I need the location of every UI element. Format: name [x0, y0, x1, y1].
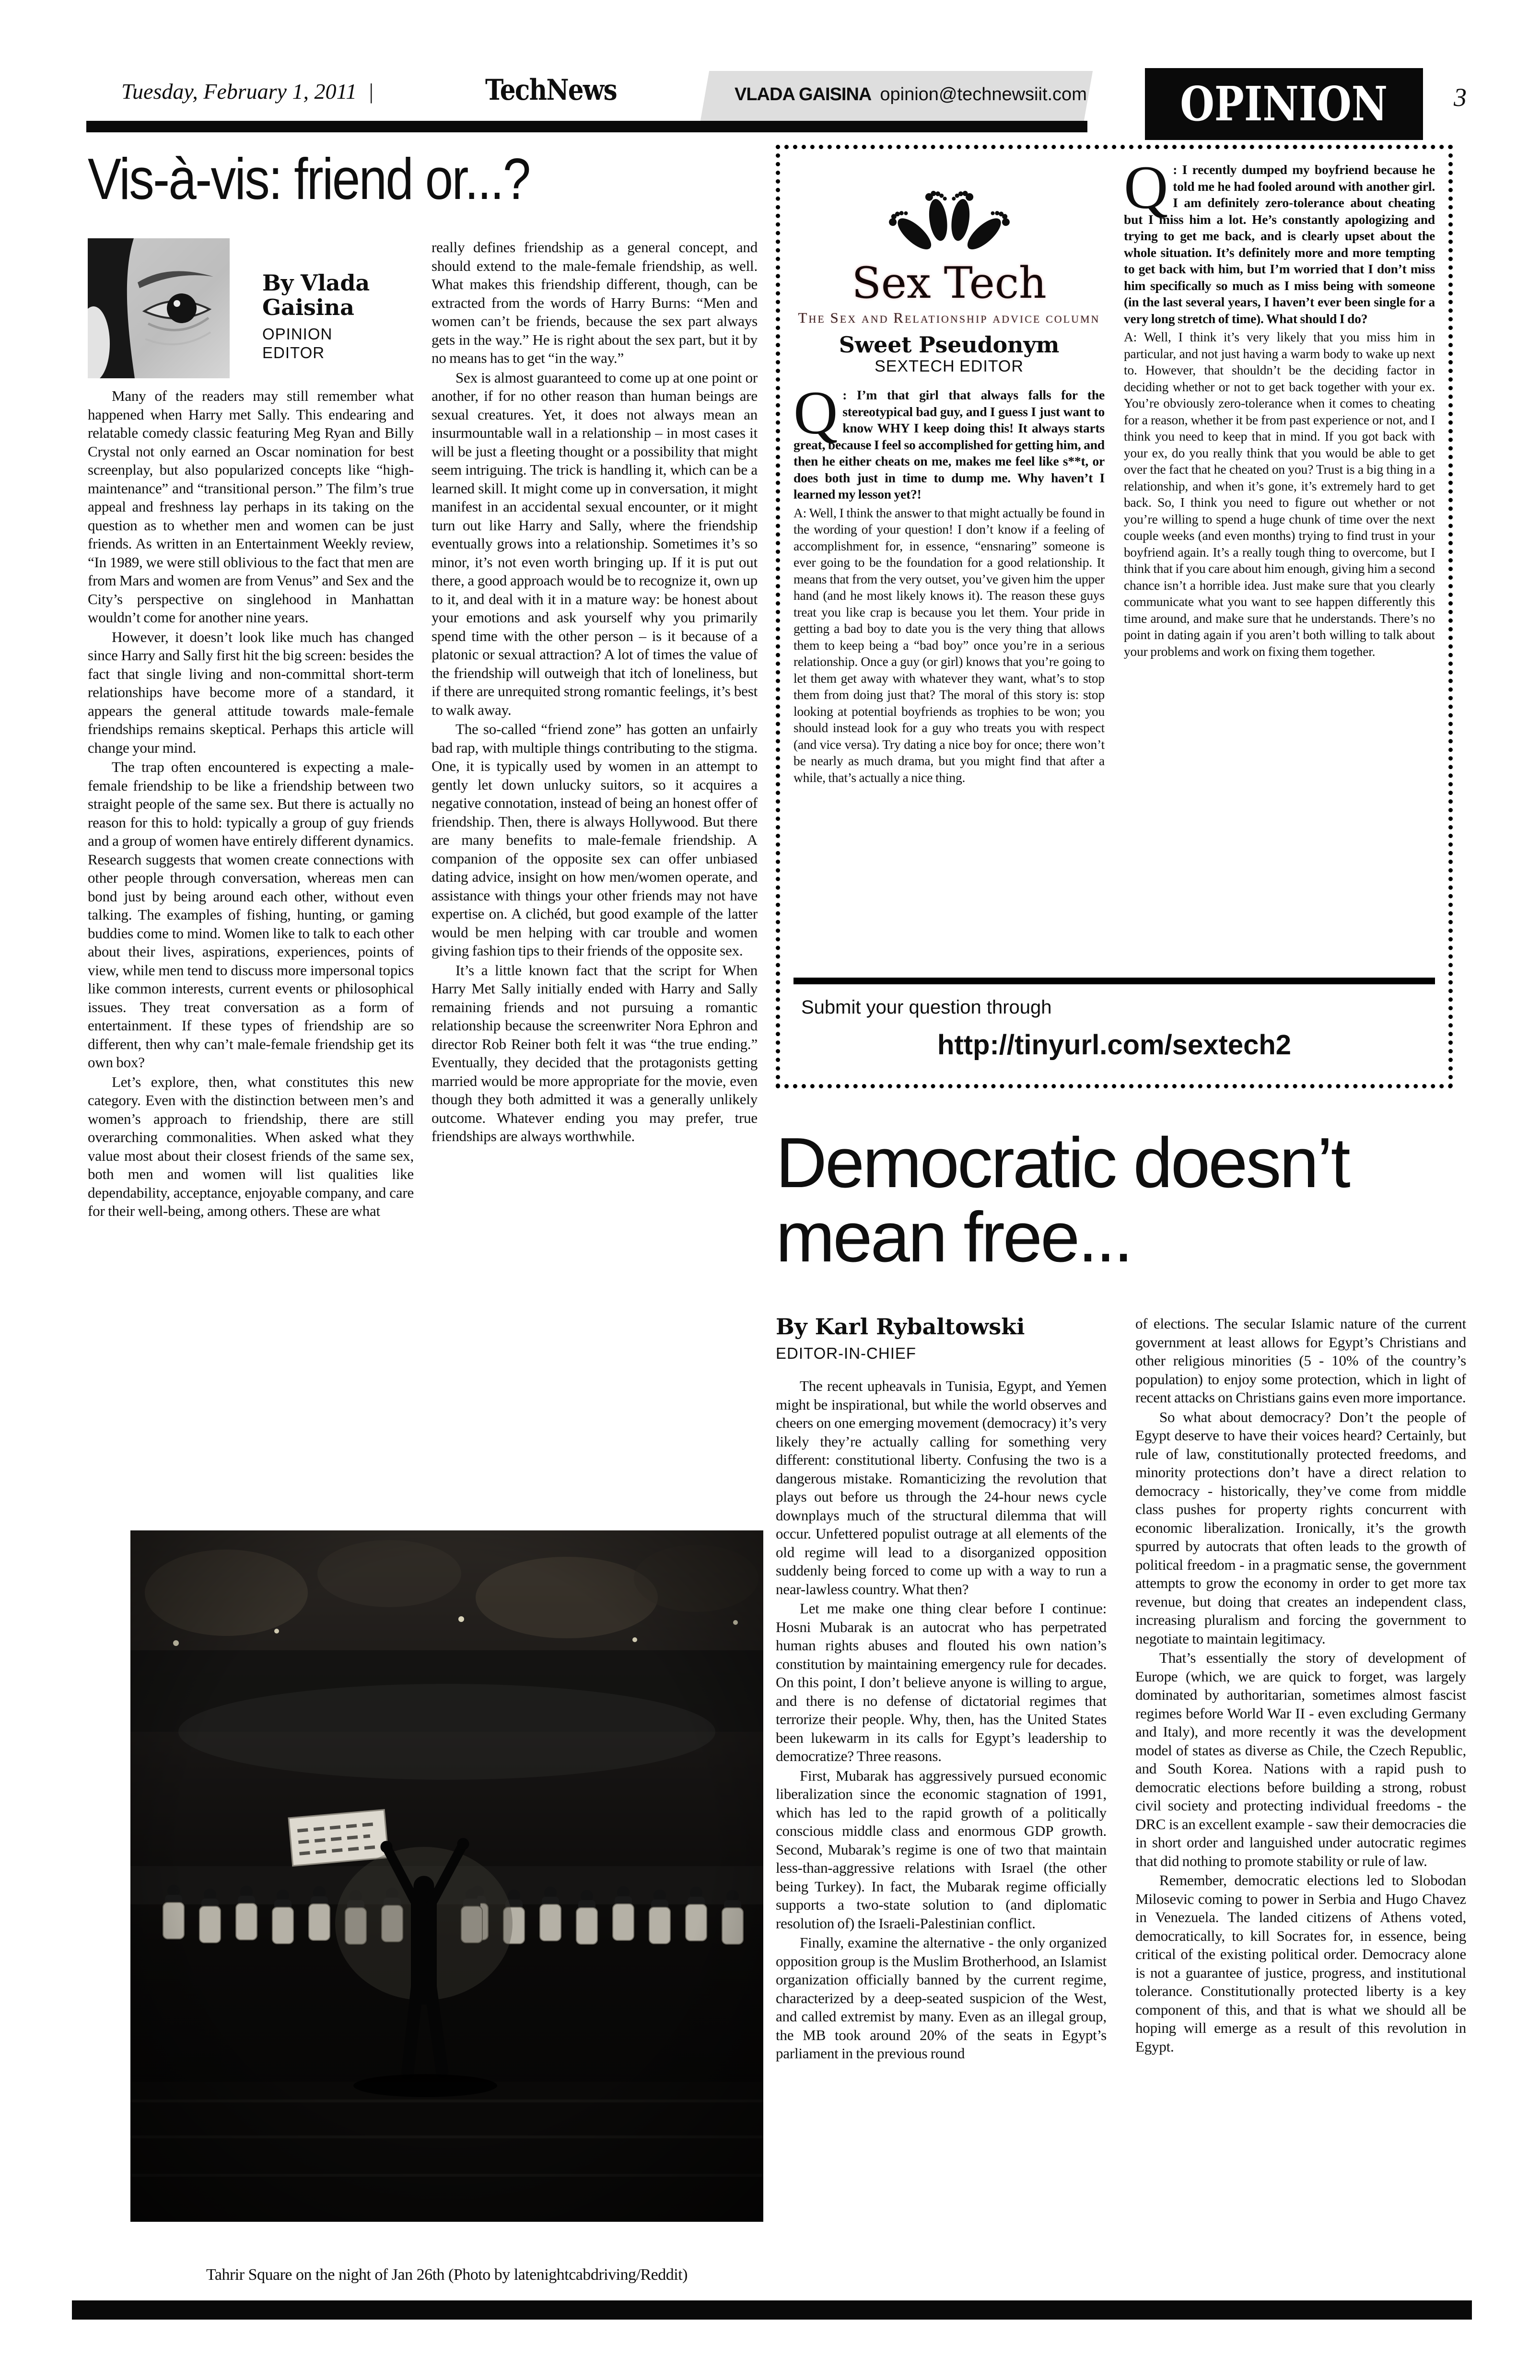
- article1-paragraph: really defines friendship as a general concept, and should extend to the male-female friendship, as well. What makes this friendship different, though, can be extracted from the words of Harry Burns: “Men and women can’t be friends, because the sex part always gets in the way.” He is right about the sex part, but it by no means has to get “in the way.”: [432, 239, 758, 366]
- article1-paragraph: It’s a little known fact that the script for When Harry Met Sally initially ended with Harry and Sally remaining friends and not pursuing a romantic relationship because the screenwriter Nora Ephron and director Rob Reiner both felt it was “the true ending.” Eventually, they decided that the protagonists getting married would be more appropriate for the movie, even though they both admitted it was a generally unlikely outcome. Whatever ending you may prefer, true friendships are always worthwhile.: [432, 961, 758, 1144]
- photo-caption: Tahrir Square on the night of Jan 26th (Photo by latenightcabdriving/Reddit): [206, 2266, 688, 2284]
- article1-paragraph: Sex is almost guaranteed to come up at one point or another, if for no other reason than human beings are sexual creatures. Yet, it does not always mean an insurmountable wall in a relationship – in most cases it will be just a fleeting thought or a possibility that might seem intriguing. The trick is handling it, which can be a learned skill. It might come up in conversation, it might manifest in an accidental sexual encounter, or it might turn out like Harry and Sally, where the friendship eventually grows into a relationship. Sometimes it’s so minor, it’s not even worth bringing up. If it is put out there, a good approach would be to recognize it, own up to it, and deal with it in a mature way: be honest about your emotions and ask yourself why you primarily spend time with the other person – is it because of a platonic or sexual attraction? A lot of times the value of the friendship will outweigh that itch of loneliness, but if there are unrequited strong romantic feelings, it’s best to walk away.: [432, 369, 758, 718]
- sextech-answer-2: A: Well, I think it’s very likely that you miss him in particular, and not just having a warm body to wake up next to. However, that shouldn’t be the deciding factor in deciding whether or not to get back together with your ex. You’re obviously zero-tolerance when it comes to cheating for a reason, whether it be from past experience or not, and I think you need to keep that in mind. If you got back with your ex, do you really think that you would be able to get over the fact that he cheated on you? Trust is a big thing in a relationship, and when it’s gone, it’s extremely hard to get back. So, I think you need to figure out whether or not you’re willing to spend a huge chunk of time over the next couple weeks (and even months) trying to find trust in your boyfriend again. It’s a really tough thing to overcome, but I think that if you care about him enough, giving him a second chance isn’t a horrible idea. Just make sure that you clearly communicate what you want to see happen differently this time around, and make sure that he understands. There’s no point in dating again if you aren’t both willing to talk about your problems and work on fixing them together.: [1124, 329, 1435, 659]
- article2-column-2: [1135, 1315, 1466, 2057]
- article2-column-1: [776, 1377, 1107, 2064]
- section-banner: [1145, 68, 1423, 140]
- article1-column-1: [88, 238, 414, 1222]
- section-title: OPINION: [1180, 76, 1388, 132]
- article1-paragraph: Many of the readers may still remember what happened when Harry met Sally. This endearing and relatable comedy classic featuring Meg Ryan and Billy Crystal not only earned an Oscar nomination for best screenplay, but also popularized concepts like “high-maintenance” and “transitional person.” The film’s true appeal and freshness lay perhaps in its taking on the question as to whether men and women can be just friends. As written in an Entertainment Weekly review, “In 1989, we were still oblivious to the fact that men are from Mars and women are from Venus” and Sex and the City’s perspective on singlehood in Manhattan wouldn’t come for another nine years.: [88, 387, 414, 626]
- editor-email: opinion@technewsiit.com: [880, 84, 1087, 105]
- article1-photo-byline-row: [88, 238, 414, 378]
- editor-name: VLADA GAISINA: [735, 84, 872, 105]
- sextech-logo-title: Sex Tech: [852, 257, 1047, 308]
- article1-paragraph: The trap often encountered is expecting a male-female friendship to be like a friendship between two straight people of the same sex. But there is actually no reason for this to hold: typically a group of guy friends and a group of women have entirely different dynamics. Research suggests that women create connections with other people through conversation, whereas men can bond just by being around each other, without even talking. The examples of fishing, hunting, or gaming buddies come to mind. Women like to talk to each other about their lives, aspirations, experiences, points of view, while men tend to discuss more impersonal topics like common interests, current events or philosophical issues. They treat conversation as a form of entertainment. If these types of friendship are so different, then why can’t male-female friendship get its own box?: [88, 758, 414, 1071]
- issue-date: Tuesday, February 1, 2011 |: [121, 79, 374, 104]
- sextech-author-title: SEXTECH EDITOR: [875, 357, 1024, 375]
- sextech-logo-subtitle: The Sex and Relationship advice column: [798, 309, 1100, 326]
- article2-headline: Democratic doesn’t mean free...: [776, 1123, 1349, 1277]
- article1-column-2: [432, 238, 758, 1147]
- submit-label: Submit your question through: [801, 997, 1052, 1018]
- article2-paragraph: The recent upheavals in Tunisia, Egypt, and Yemen might be inspirational, but while the world observes and cheers on one emerging movement (democracy) it’s very likely they’re actually calling for something very different: constitutional liberty. Confusing the two is a dangerous mistake. Romanticizing the revolution that plays out before us through the 24-hour news cycle downplays much of the structural dilemma that will occur. Unfettered populist outrage at all elements of the old regime will lead to a disorganized opposition suddenly being forced to come up with a way to run a near-lawless country. What then?: [776, 1377, 1107, 1598]
- date-separator: |: [368, 79, 374, 104]
- article1-paragraph: The so-called “friend zone” has gotten an unfairly bad rap, with multiple things contributing to the stigma. One, it is typically used by women in an attempt to gently let down unlucky suitors, so it acquires a negative connotation, instead of being an honest offer of friendship. Then, there is always Hollywood. But there are many benefits to male-female friendship. A companion of the opposite sex can offer unbiased dating advice, insight on how men/women operate, and assistance with things your other friends may not have expertise on. A clichéd, but good example of the latter would be men helping with car trouble and women giving fashion tips to their friends of the opposite sex.: [432, 721, 758, 959]
- article1-byline-title: OPINION EDITOR: [262, 325, 333, 362]
- sextech-column-1: [793, 162, 1105, 973]
- author-eye-photo: [88, 238, 230, 378]
- article2-byline: By Karl Rybaltowski: [776, 1314, 1025, 1340]
- question-dropcap: Q: [793, 379, 838, 447]
- sextech-answer-1: A: Well, I think the answer to that might actually be found in the wording of your question! I don’t know if a feeling of accomplishment for, in essence, “ensnaring” someone is ever going to be the foundation for a good relationship. It means that from the very outset, you’ve given him the upper hand (and he most likely knows it). The reason these guys treat you like crap is because you let them. Your pride in getting a bad boy to date you is the very thing that allows them to keep being a “bad boy” once you’re in a serious relationship. Once a guy (or girl) knows that you’re going to let them get away with whatever they want, what’s to stop them from doing just that? The moral of this story is: stop looking at potential boyfriends as trophies to be won; you should instead look for a guy who treats you with respect (and vice versa). Try dating a nice boy for once; there won’t be nearly as much drama, but you might find that after a while, that’s actually a nice thing.: [793, 505, 1105, 785]
- tahrir-square-photo: [130, 1530, 763, 2222]
- sextech-logo-block: [793, 162, 1105, 374]
- article2-paragraph: First, Mubarak has aggressively pursued economic liberalization since the economic stagnation of 1991, which has led to the rapid growth of a politically conscious middle class and enormous GDP growth. Second, Mubarak’s regime is one of two that maintain less-than-aggressive relations with Israel (the other being Turkey). In fact, the Mubarak regime officially supports a two-state solution to (and diplomatic resolution of) the Israeli-Palestinian conflict.: [776, 1767, 1107, 1932]
- article2-byline-block: [776, 1315, 1107, 1363]
- masthead-logo: TechNews: [485, 73, 617, 107]
- sextech-columns: [793, 162, 1435, 973]
- article2-paragraph: That’s essentially the story of development of Europe (which, we are quick to forget, was largely dominated by authoritarian, sometimes almost fascist regimes before World War II - even excluding Germany and Italy), and more recently it was the development model of states as diverse as Chile, the Czech Republic, and South Korea. Nations with a rapid push to democratic elections before building a strong, robust civil society and protecting individual freedoms - the DRC is an excellent example - saw their democracies die in short order and languished under autocratic regimes that did nothing to promote stability or rule of law.: [1135, 1649, 1466, 1869]
- sextech-question-1: Q : I’m that girl that always falls for the stereotypical bad guy, and I guess I just want to know WHY I keep doing this! It always starts great, because I feel so accomplished for getting him, and then he either cheats on me, makes me feel like s**t, or does both just in time to dump me. Why haven’t I learned my lesson yet?!: [793, 379, 1105, 502]
- page-number: 3: [1454, 83, 1467, 112]
- article1-headline: Vis-à-vis: friend or...?: [88, 146, 530, 211]
- footprints-icon: [877, 162, 1021, 257]
- footer-rule: [72, 2300, 1472, 2320]
- article1-byline-block: [262, 271, 387, 378]
- article2-paragraph: So what about democracy? Don’t the people of Egypt deserve to have their voices heard? Certainly, but rule of law, constitutionally protected freedoms, and minority protections don’t have a direct relation to democracy - historically, they’ve come from middle class pushes for property rights concurrent with economic liberalization. Ironically, it’s the growth spurred by autocrats that often leads to the growth of political freedom - in a pragmatic sense, the government attempts to grow the economy in order to get more tax revenue, but doing that creates an independent class, increasing pluralism and forcing the government to negotiate to maintain legitimacy.: [1135, 1408, 1466, 1647]
- section-editor-contact: [735, 85, 1087, 104]
- article1-byline: By Vlada Gaisina: [262, 269, 370, 321]
- submit-url: http://tinyurl.com/sextech2: [937, 1029, 1292, 1061]
- article2-paragraph: Remember, democratic elections led to Slobodan Milosevic coming to power in Serbia and Hugo Chavez in Venezuela. The landed citizens of Athens voted, democratically, to kill Socrates for, in essence, being critical of the existing political order. Democracy alone is not a guarantee of justice, progress, and institutional tolerance. Constitutionally protected liberty is a key component of this, and that is what we should all be hoping will emerge as a result of this revolution in Egypt.: [1135, 1872, 1466, 2055]
- article2-byline-title: EDITOR-IN-CHIEF: [776, 1344, 917, 1362]
- question-dropcap: Q: [1124, 162, 1168, 222]
- header-rule: [86, 121, 1087, 132]
- sextech-question-2: Q : I recently dumped my boyfriend because he told me he had fooled around with another girl. I am definitely zero-tolerance about cheating but I miss him a lot. He’s constantly apologizing and trying to get me back, and is clearly upset about the whole situation. It’s definitely more and more tempting to get back with him, but I’m worried that I don’t miss him specifically so much as I miss being with someone (in the last several years, I haven’t ever been single for a very long stretch of time). What should I do?: [1124, 162, 1435, 326]
- article2-paragraph: of elections. The secular Islamic nature of the current government at least allows for Egypt’s Christians and other religious minorities (5 - 10% of the country’s population) to enjoy some protection, which in light of recent attacks on Christians gains even more importance.: [1135, 1315, 1466, 1406]
- article1-paragraph: Let’s explore, then, what constitutes this new category. Even with the distinction between men’s and women’s approach to friendship, there are still overarching commonalities. When asked what they value most about their closest friends of the same sex, both men and women will list qualities like dependability, acceptance, enjoyable company, and care for their well-being, among others. These are what: [88, 1073, 414, 1219]
- sextech-column-2: [1124, 162, 1435, 973]
- sextech-advice-box: [776, 145, 1453, 1088]
- article2-paragraph: Finally, examine the alternative - the only organized opposition group is the Muslim Brotherhood, an Islamist organization officially banned by the current regime, characterized by a deep-seated suspicion of the West, and called extremist by many. Even as an illegal group, the MB took around 20% of the seats in Egypt’s parliament in the previous round: [776, 1934, 1107, 2062]
- iris-shape: [167, 293, 197, 323]
- article2-paragraph: Let me make one thing clear before I continue: Hosni Mubarak is an autocrat who has perpetrated human rights abuses and flouted his own nation’s constitution by maintaining emergency rule for decades. On this point, I don’t believe anyone is willing to argue, and there is no defense of dictatorial regimes that terrorize their people. Why, then, has the United States been lukewarm in its calls for Egypt’s leadership to democratize? Three reasons.: [776, 1600, 1107, 1764]
- sextech-submit-block: [793, 978, 1435, 1061]
- article1-paragraph: However, it doesn’t look like much has changed since Harry and Sally first hit the big screen: besides the fact that single living and non-committal short-term relationships have become more of a standard, it appears the general attitude towards male-female friendships remains skeptical. Perhaps this article will change your mind.: [88, 628, 414, 756]
- sextech-author: Sweet Pseudonym: [839, 332, 1060, 358]
